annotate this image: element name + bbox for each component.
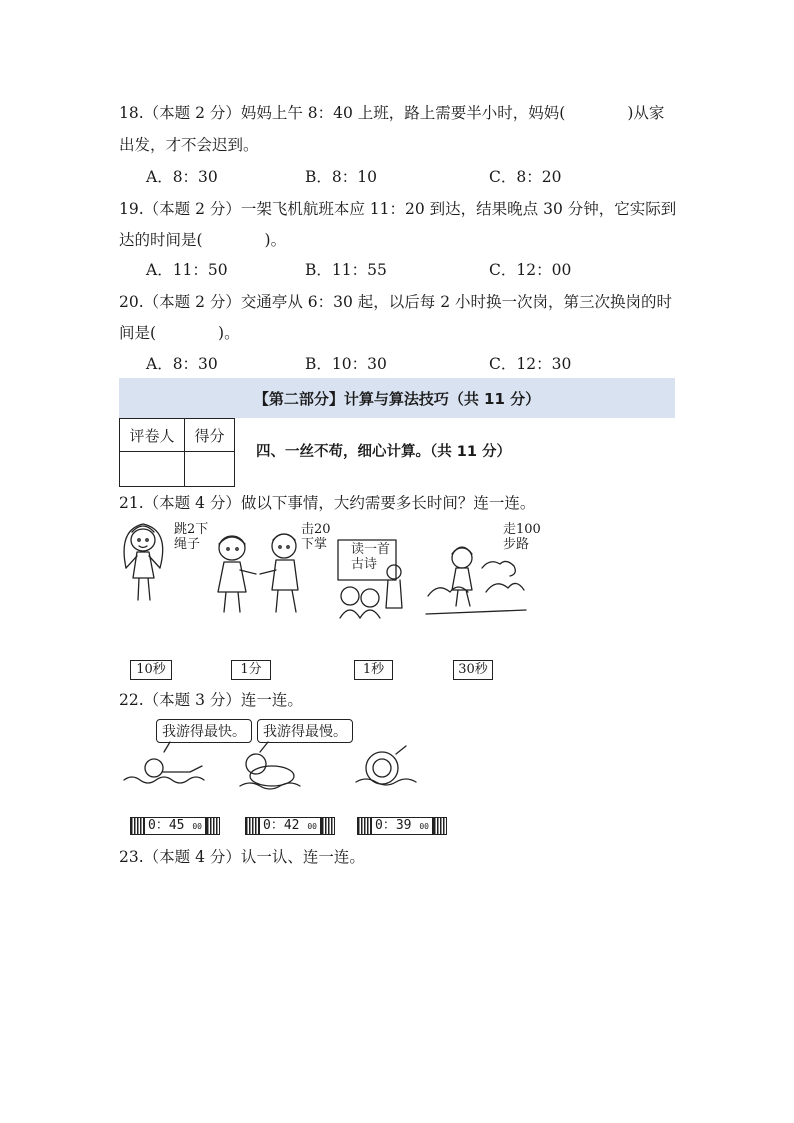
timer-0-45[interactable] [130, 817, 220, 835]
q19-option-c: C．12：00 [489, 261, 572, 279]
q21-caption-walking: 走100 步路 [503, 522, 541, 552]
q21-answer-1s[interactable]: 1秒 [354, 660, 393, 680]
q22-title: 22.（本题 3 分）连一连。 [119, 691, 303, 709]
q21-caption-clapping: 击20 下掌 [301, 522, 331, 552]
grader-header: 评卷人 [120, 419, 185, 452]
walking-girl-illustration [426, 540, 526, 620]
q21-answer-10s[interactable]: 10秒 [130, 660, 172, 680]
timer-0-42[interactable] [245, 817, 335, 835]
timer-bars-icon [433, 817, 447, 835]
score-header: 得分 [185, 419, 235, 452]
q21-caption-reading: 读一首 古诗 [351, 542, 391, 572]
timer-bars-icon [206, 817, 220, 835]
timer-bars-icon [321, 817, 335, 835]
q20-option-b: B．10：30 [305, 355, 387, 373]
part2-banner: 【第二部分】计算与算法技巧（共 11 分） [119, 378, 675, 418]
section4-title: 四、一丝不苟，细心计算。（共 11 分） [256, 444, 512, 460]
q23-title: 23.（本题 4 分）认一认、连一连。 [119, 848, 365, 866]
q20-option-c: C．12：30 [489, 355, 572, 373]
jump-rope-girl-illustration [118, 520, 178, 620]
q18-option-c: C．8：20 [489, 168, 562, 186]
score-cell[interactable] [185, 452, 235, 487]
grader-cell[interactable] [120, 452, 185, 487]
q19-line2: 达的时间是( )。 [119, 231, 287, 249]
speech-bubble-fastest: 我游得最快。 [156, 719, 252, 743]
timer-bars-icon [130, 817, 144, 835]
grader-table [119, 418, 235, 487]
clapping-kids-illustration [206, 530, 316, 620]
q20-line2: 间是( )。 [119, 324, 240, 342]
speech-bubble-slowest: 我游得最慢。 [257, 719, 353, 743]
q21-title: 21.（本题 4 分）做以下事情，大约需要多长时间？连一连。 [119, 494, 536, 512]
timer-0-39[interactable] [357, 817, 447, 835]
q20-option-a: A．8：30 [146, 355, 218, 373]
q21-answer-1min[interactable]: 1分 [231, 660, 271, 680]
q21-caption-jump-rope: 跳2下 绳子 [174, 522, 209, 552]
q19-option-a: A．11：50 [146, 261, 228, 279]
timer-bars-icon [357, 817, 371, 835]
timer-display: 0：42 00 [259, 817, 321, 835]
q19-option-b: B．11：55 [305, 261, 387, 279]
q19-line1: 19.（本题 2 分）一架飞机航班本应 11：20 到达，结果晚点 30 分钟，它实际到 [119, 200, 677, 218]
timer-display: 0：39 00 [371, 817, 433, 835]
swimmers-illustration [120, 742, 420, 802]
q20-line1: 20.（本题 2 分）交通亭从 6：30 起，以后每 2 小时换一次岗，第三次换岗的时 [119, 293, 673, 311]
q18-line1: 18.（本题 2 分）妈妈上午 8：40 上班，路上需要半小时，妈妈( )从家 [119, 104, 665, 122]
timer-bars-icon [245, 817, 259, 835]
q18-option-a: A．8：30 [146, 168, 218, 186]
timer-display: 0：45 00 [144, 817, 206, 835]
q21-answer-30s[interactable]: 30秒 [453, 660, 493, 680]
q18-line2: 出发，才不会迟到。 [119, 136, 259, 154]
q18-option-b: B．8：10 [305, 168, 377, 186]
